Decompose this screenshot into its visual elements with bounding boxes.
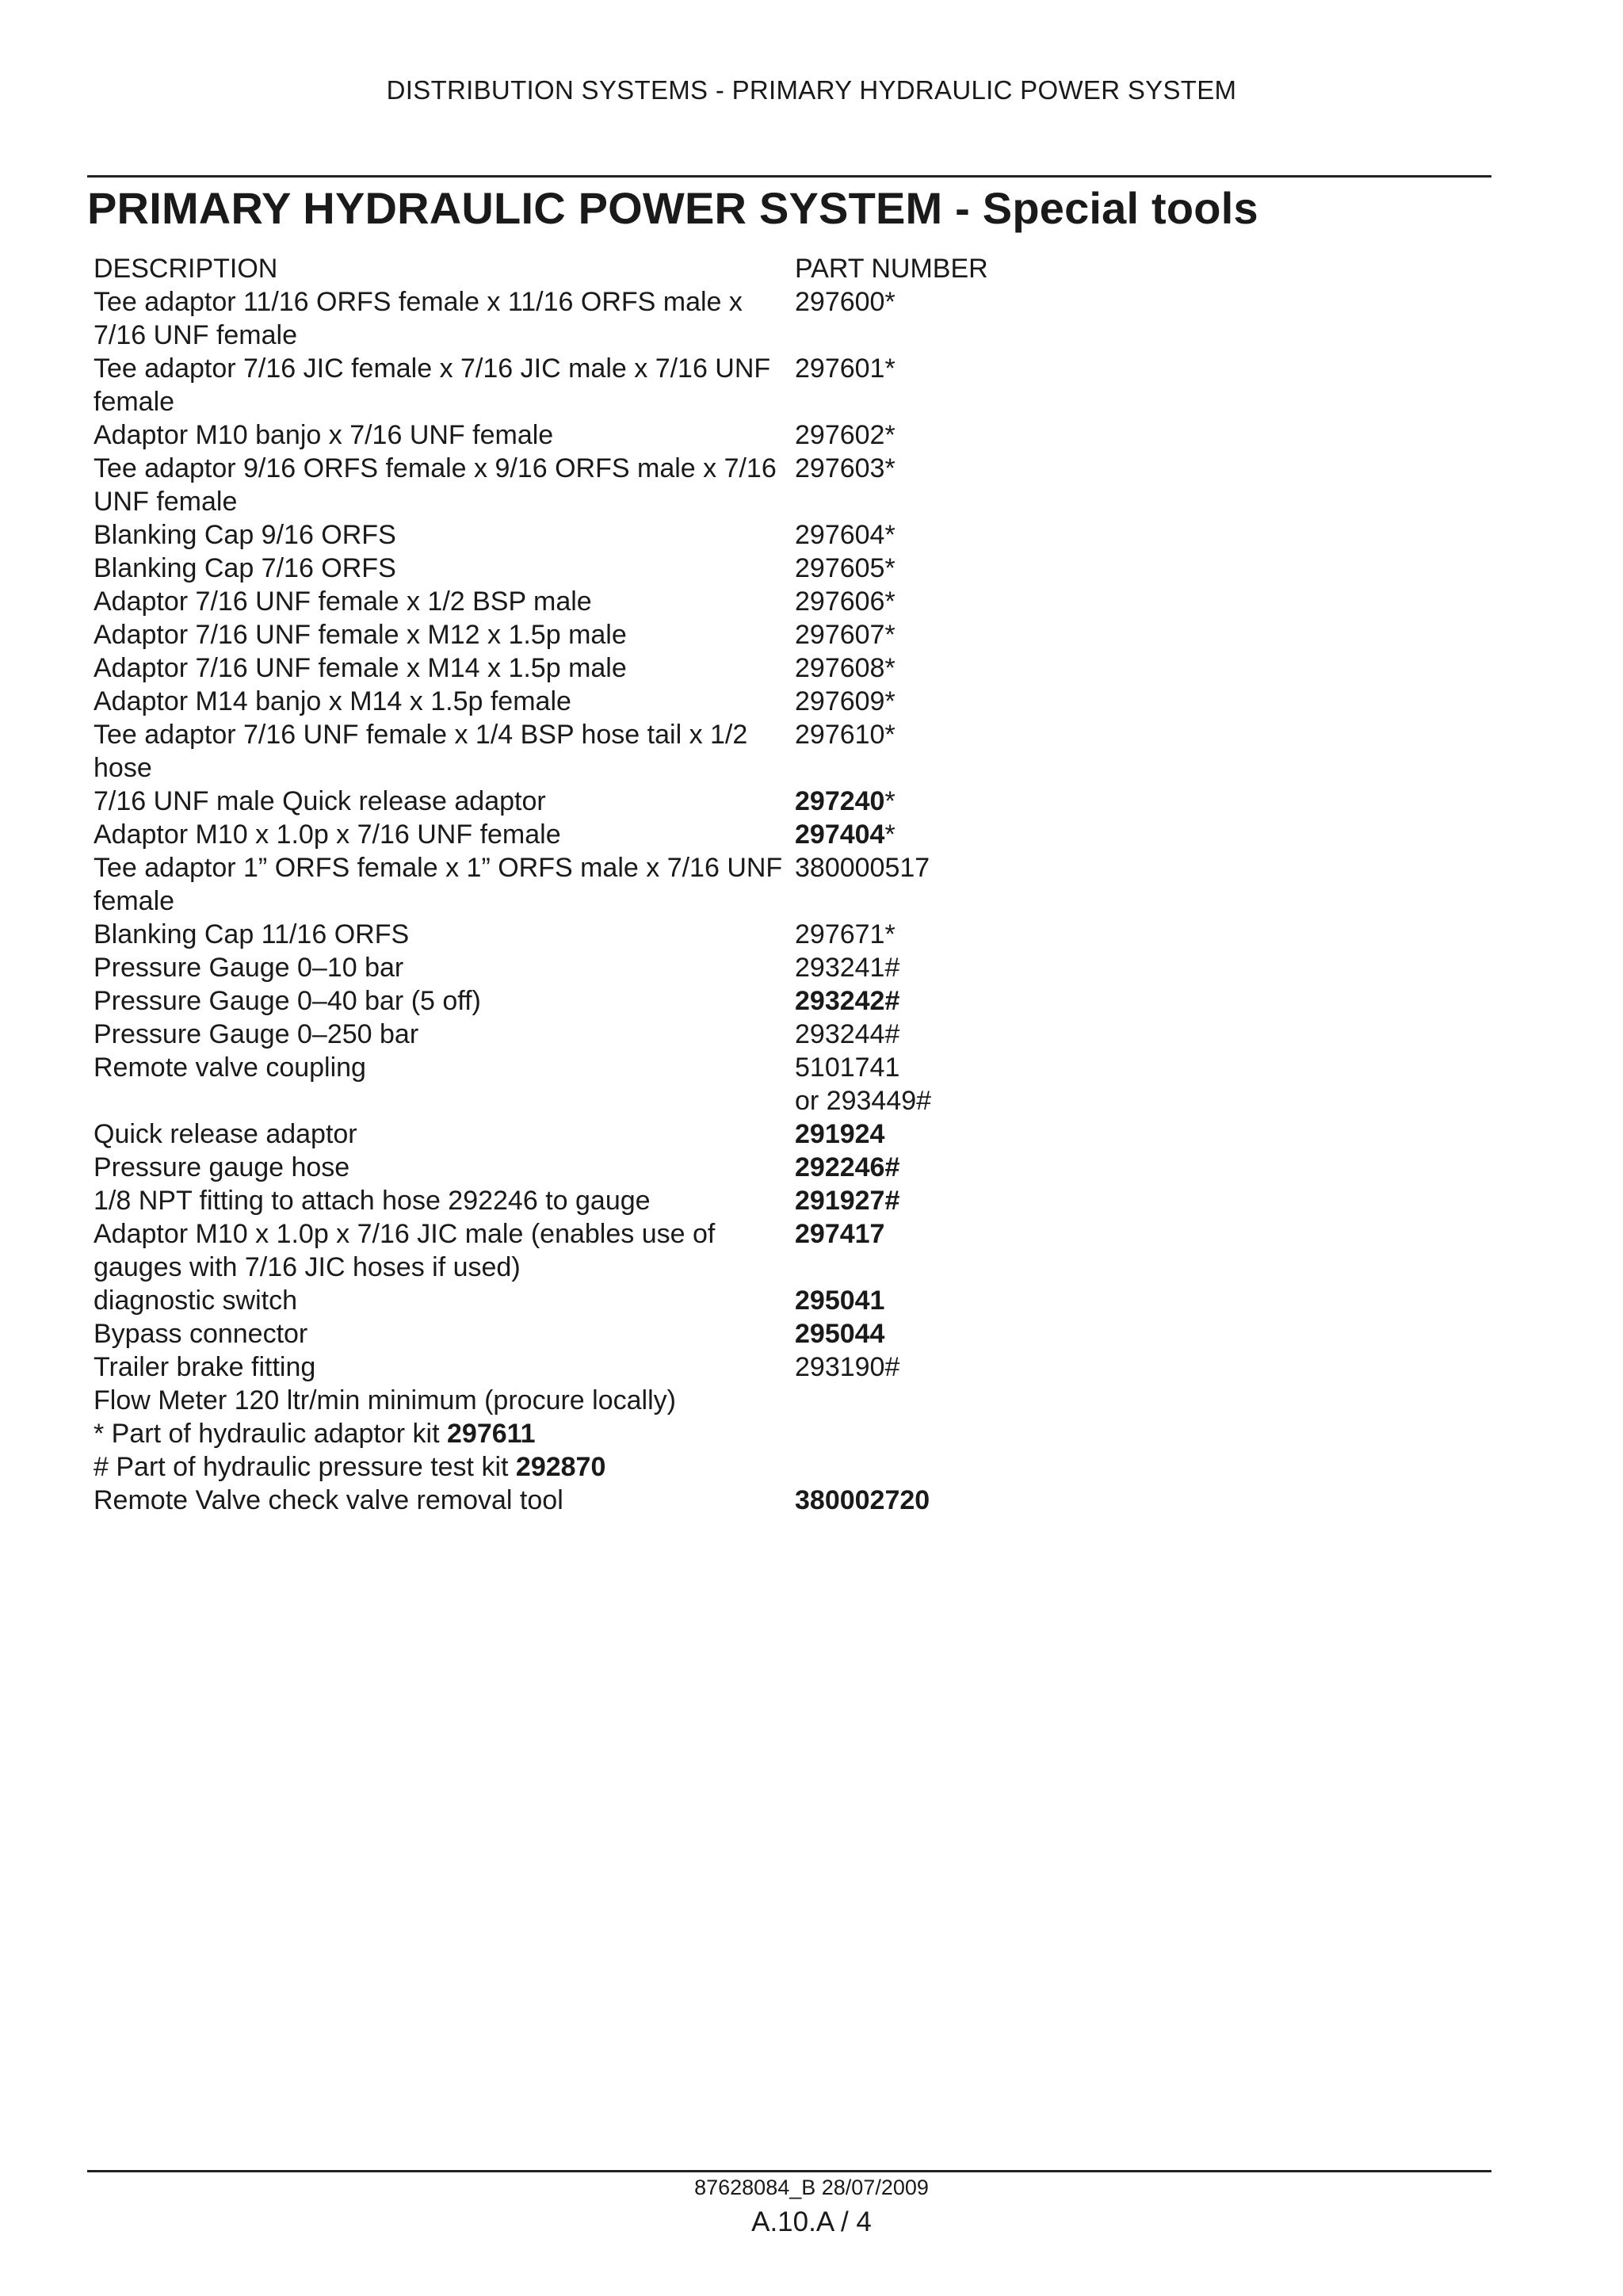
row-part-number: [795, 685, 1009, 718]
table-row: [94, 1117, 1013, 1151]
row-part-number-bold: 293242#: [795, 986, 900, 1016]
row-description: Flow Meter 120 ltr/min minimum (procure locally): [94, 1385, 676, 1415]
row-part-cell: [795, 1184, 1009, 1217]
row-part-number-text: 297671*: [795, 919, 896, 949]
row-part-number: [795, 1151, 1009, 1184]
row-part-cell: [795, 918, 1009, 951]
row-description: Adaptor M10 x 1.0p x 7/16 JIC male (enables use of gauges with 7/16 JIC hoses if used): [94, 1219, 716, 1282]
row-part-number: [795, 1217, 1009, 1251]
row-part-number-text: 297610*: [795, 720, 896, 750]
row-part-number-text: 297602*: [795, 420, 896, 450]
row-part-cell: [795, 1151, 1009, 1184]
row-part-number: [795, 1051, 1009, 1084]
row-part-number-text: 297603*: [795, 453, 896, 483]
document-code: 87628084_B 28/07/2009: [694, 2176, 929, 2199]
row-part-cell: [795, 951, 1009, 984]
row-part-cell: [795, 785, 1009, 818]
row-part-number: [795, 651, 1009, 685]
row-part-number-bold: 291924: [795, 1119, 885, 1149]
row-part-number-bold: 297417: [795, 1219, 885, 1249]
row-description: 1/8 NPT fitting to attach hose 292246 to gauge: [94, 1186, 651, 1216]
row-description: Blanking Cap 7/16 ORFS: [94, 553, 396, 583]
row-part-number: [795, 1284, 1009, 1317]
table-row: [94, 352, 1013, 418]
row-description: Pressure Gauge 0–10 bar: [94, 953, 404, 983]
row-description: Pressure gauge hose: [94, 1152, 350, 1182]
table-row: [94, 1350, 1013, 1384]
row-part-number: [795, 552, 1009, 585]
row-part-number: [795, 1350, 1009, 1384]
row-part-number-text: 380000517: [795, 853, 930, 883]
row-part-number: [795, 1317, 1009, 1350]
row-description: Pressure Gauge 0–40 bar (5 off): [94, 986, 481, 1016]
table-row: [94, 984, 1013, 1018]
row-description: Trailer brake fitting: [94, 1352, 316, 1382]
row-part-number: [795, 352, 1009, 385]
row-part-number: [795, 285, 1009, 319]
row-part-cell: [795, 1384, 1009, 1417]
row-part-number: [795, 718, 1009, 751]
table-row: [94, 452, 1013, 518]
row-part-number-bold: 291927#: [795, 1186, 900, 1216]
row-description: Blanking Cap 9/16 ORFS: [94, 520, 396, 550]
row-part-number-bold: 295041: [795, 1286, 885, 1316]
row-description: Tee adaptor 9/16 ORFS female x 9/16 ORFS male x 7/16 UNF female: [94, 453, 777, 517]
row-part-cell: [795, 418, 1009, 452]
row-part-number-text: 297608*: [795, 653, 896, 683]
table-notes: [94, 1417, 1013, 1484]
row-part-number-text: 5101741: [795, 1052, 900, 1083]
table-header-row: [94, 252, 1013, 285]
row-description: Adaptor 7/16 UNF female x M14 x 1.5p male: [94, 653, 627, 683]
table-row: [94, 1384, 1013, 1417]
table-row: [94, 1284, 1013, 1317]
page-number: A.10.A / 4: [751, 2206, 872, 2237]
note-pressure-test-kit: [94, 1450, 1013, 1484]
table-row: [94, 951, 1013, 984]
row-description: Remote valve coupling: [94, 1052, 366, 1083]
table-row: [94, 785, 1013, 818]
row-part-number: [795, 1117, 1009, 1151]
row-part-number-bold: 292246#: [795, 1152, 900, 1182]
note-adaptor-kit: [94, 1417, 1013, 1450]
row-description: Quick release adaptor: [94, 1119, 357, 1149]
row-description: Blanking Cap 11/16 ORFS: [94, 919, 410, 949]
row-description: Remote Valve check valve removal tool: [94, 1485, 563, 1515]
special-tools-table: [94, 252, 1013, 1517]
table-row: [94, 818, 1013, 851]
top-rule: [87, 175, 1491, 178]
row-description: Pressure Gauge 0–250 bar: [94, 1019, 419, 1049]
row-description: Adaptor 7/16 UNF female x M12 x 1.5p male: [94, 620, 627, 650]
row-part-number-text: 297604*: [795, 520, 896, 550]
row-description: diagnostic switch: [94, 1286, 298, 1316]
row-part-cell: [795, 851, 1009, 918]
row-part-number: [795, 785, 1009, 818]
row-part-cell: [795, 518, 1009, 552]
note-text: * Part of hydraulic adaptor kit: [94, 1419, 448, 1449]
row-part-number-text: 297601*: [795, 353, 896, 384]
row-part-number: [795, 1184, 1009, 1217]
table-body: [94, 285, 1013, 1417]
row-part-number-bold: 297240: [795, 786, 885, 816]
part-number-column-header: PART NUMBER: [795, 254, 988, 284]
row-part-number-bold: 295044: [795, 1319, 885, 1349]
table-row: [94, 1151, 1013, 1184]
page-title: PRIMARY HYDRAULIC POWER SYSTEM - Special tools: [87, 183, 1258, 233]
table-row: [94, 1484, 1013, 1517]
row-description: Tee adaptor 7/16 UNF female x 1/4 BSP hose tail x 1/2 hose: [94, 720, 748, 783]
row-part-number-alt: or 293449#: [795, 1086, 932, 1116]
row-part-cell: [795, 285, 1009, 352]
row-part-number-text: 297605*: [795, 553, 896, 583]
row-description: Bypass connector: [94, 1319, 308, 1349]
row-part-number-text: *: [884, 819, 896, 850]
row-part-number: [795, 418, 1009, 452]
row-part-cell: [795, 585, 1009, 618]
row-part-number-text: 297609*: [795, 686, 896, 716]
row-part-cell: [795, 1217, 1009, 1284]
row-part-cell: [795, 651, 1009, 685]
row-part-number-text: 293244#: [795, 1019, 900, 1049]
row-part-number: [795, 951, 1009, 984]
row-part-cell: [795, 1018, 1009, 1051]
kit-part-number: 297611: [447, 1419, 536, 1449]
row-part-number: 380002720: [795, 1485, 930, 1515]
row-part-number: [795, 818, 1009, 851]
row-part-cell: [795, 552, 1009, 585]
row-part-number: [795, 918, 1009, 951]
row-description: Tee adaptor 7/16 JIC female x 7/16 JIC male x 7/16 UNF female: [94, 353, 771, 417]
row-part-number-text: 297600*: [795, 287, 896, 317]
table-row: [94, 1317, 1013, 1350]
row-part-number: [795, 585, 1009, 618]
row-part-cell: [795, 452, 1009, 518]
row-description: Adaptor 7/16 UNF female x 1/2 BSP male: [94, 586, 592, 617]
row-part-number: [795, 618, 1009, 651]
table-row: [94, 718, 1013, 785]
row-part-cell: [795, 818, 1009, 851]
row-description: Tee adaptor 11/16 ORFS female x 11/16 ORFS male x 7/16 UNF female: [94, 287, 743, 350]
row-description: Tee adaptor 1” ORFS female x 1” ORFS male x 7/16 UNF female: [94, 853, 783, 916]
table-row: [94, 618, 1013, 651]
row-part-cell: [795, 1117, 1009, 1151]
table-row: [94, 1018, 1013, 1051]
row-part-number: [795, 1018, 1009, 1051]
table-row: [94, 651, 1013, 685]
kit-part-number: 292870: [515, 1452, 606, 1482]
row-part-cell: [795, 984, 1009, 1018]
table-row: [94, 685, 1013, 718]
row-part-cell: [795, 685, 1009, 718]
table-row: [94, 285, 1013, 352]
row-part-cell: [795, 718, 1009, 785]
table-row: [94, 418, 1013, 452]
row-part-number-bold: 297404: [795, 819, 885, 850]
row-part-cell: [795, 1350, 1009, 1384]
row-part-number: [795, 452, 1009, 485]
table-row: [94, 518, 1013, 552]
table-row: [94, 585, 1013, 618]
row-description: 7/16 UNF male Quick release adaptor: [94, 786, 546, 816]
row-part-number: [795, 518, 1009, 552]
running-header: DISTRIBUTION SYSTEMS - PRIMARY HYDRAULIC POWER SYSTEM: [386, 75, 1237, 105]
row-part-cell: [795, 1317, 1009, 1350]
row-part-cell: [795, 1051, 1009, 1117]
table-row: [94, 1217, 1013, 1284]
row-description: Adaptor M10 x 1.0p x 7/16 UNF female: [94, 819, 561, 850]
row-part-number: [795, 851, 1009, 884]
row-part-number-text: 297607*: [795, 620, 896, 650]
description-column-header: DESCRIPTION: [94, 254, 278, 284]
row-part-number-text: 297606*: [795, 586, 896, 617]
table-row: [94, 1051, 1013, 1117]
row-part-cell: [795, 618, 1009, 651]
row-description: Adaptor M10 banjo x 7/16 UNF female: [94, 420, 554, 450]
row-part-number-text: 293241#: [795, 953, 900, 983]
table-row: [94, 1184, 1013, 1217]
row-description: Adaptor M14 banjo x M14 x 1.5p female: [94, 686, 571, 716]
table-row: [94, 851, 1013, 918]
row-part-cell: [795, 352, 1009, 418]
row-part-number-text: *: [884, 786, 896, 816]
row-part-number-text: 293190#: [795, 1352, 900, 1382]
bottom-rule: [87, 2170, 1491, 2172]
row-part-cell: [795, 1284, 1009, 1317]
table-row: [94, 552, 1013, 585]
row-part-number: [795, 984, 1009, 1018]
table-row: [94, 918, 1013, 951]
note-text: # Part of hydraulic pressure test kit: [94, 1452, 516, 1482]
